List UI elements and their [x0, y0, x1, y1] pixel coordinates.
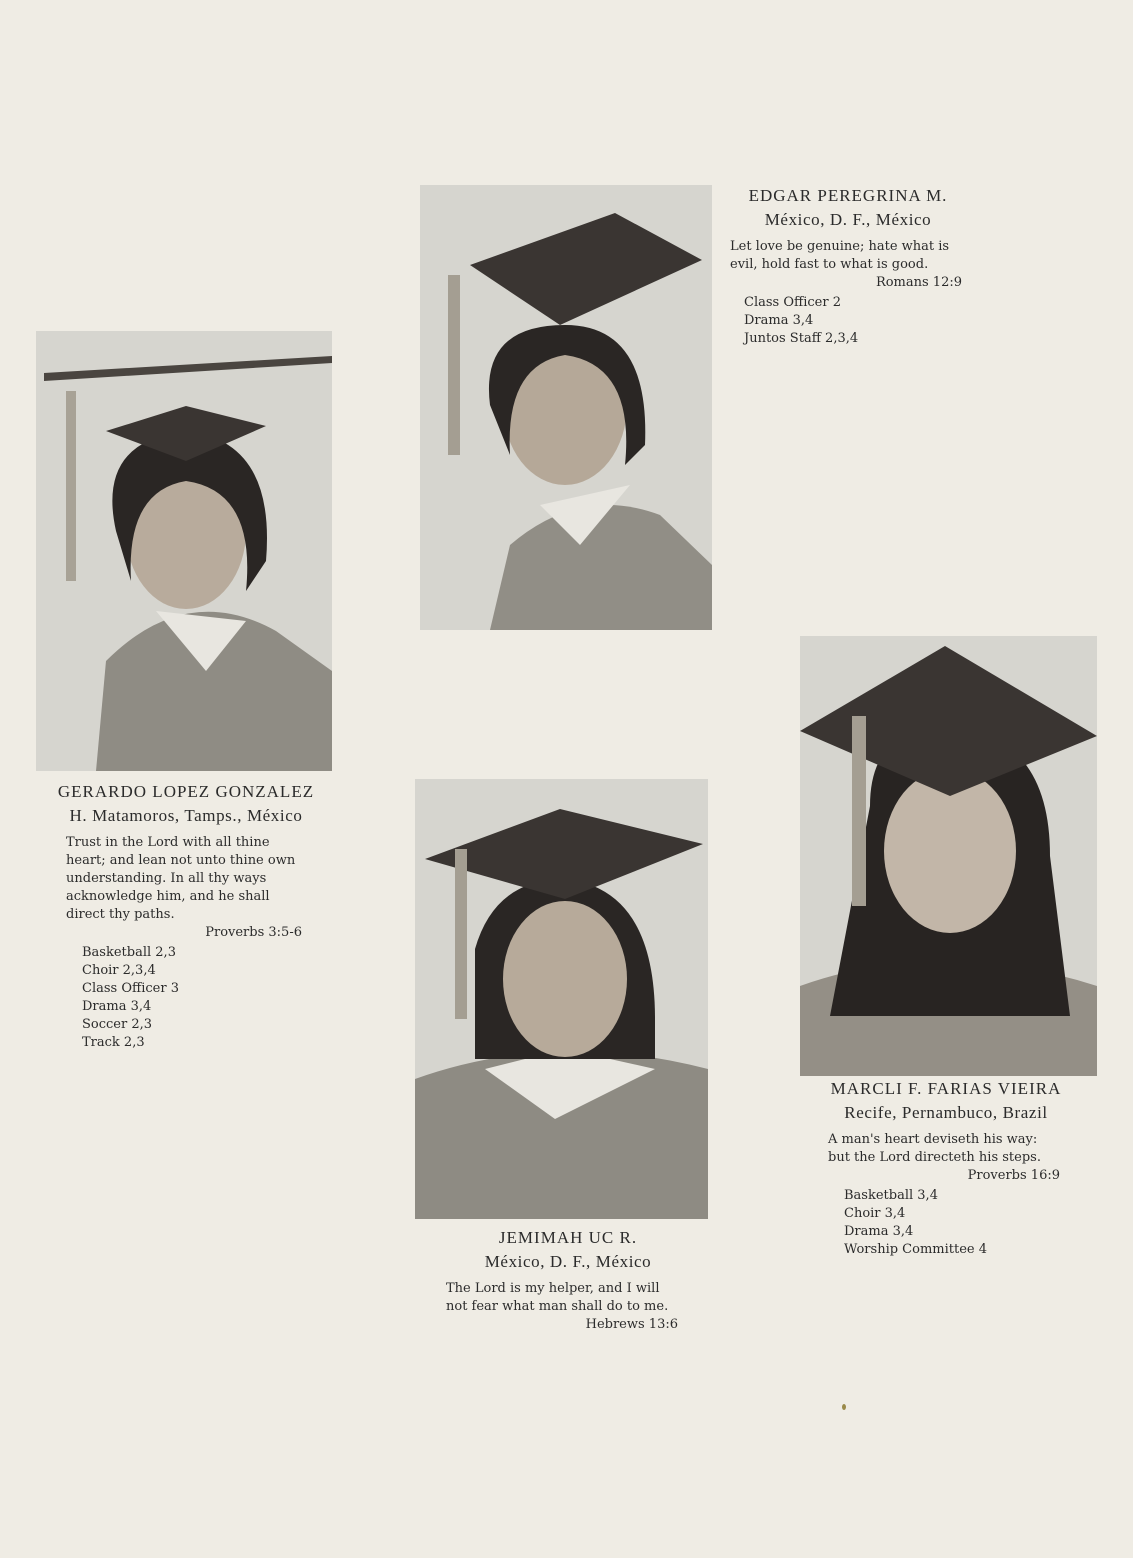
student-hometown: México, D. F., México: [484, 1252, 652, 1271]
activity-item: Juntos Staff 2,3,4: [744, 331, 859, 346]
portrait-photo-marcli: [800, 636, 1097, 1076]
activity-item: Drama 3,4: [844, 1224, 914, 1239]
student-name: JEMIMAH UC R.: [498, 1228, 638, 1247]
activity-item: Class Officer 3: [82, 981, 179, 996]
student-quote: [446, 1280, 708, 1316]
student-quote: [730, 238, 968, 274]
activity-item: Drama 3,4: [82, 999, 152, 1014]
activity-item: Basketball 3,4: [844, 1188, 938, 1203]
student-quote: [66, 834, 306, 924]
quote-line: acknowledge him, and he shall: [66, 889, 270, 904]
portrait-photo-edgar: [420, 185, 712, 630]
activity-item: Worship Committee 4: [844, 1242, 987, 1257]
quote-reference: Proverbs 16:9: [967, 1168, 1060, 1183]
activity-list: [844, 1187, 1086, 1259]
student-hometown: H. Matamoros, Tamps., México: [69, 806, 303, 825]
student-block-edgar: [728, 186, 968, 348]
quote-line: Trust in the Lord with all thine: [66, 835, 270, 850]
quote-line: evil, hold fast to what is good.: [730, 257, 929, 272]
student-quote: [828, 1131, 1086, 1167]
activity-item: Choir 3,4: [844, 1206, 906, 1221]
student-block-marcli: [806, 1079, 1086, 1259]
quote-reference: Proverbs 3:5-6: [205, 925, 302, 940]
quote-line: not fear what man shall do to me.: [446, 1299, 669, 1314]
quote-line: Let love be genuine; hate what is: [730, 239, 950, 254]
activity-item: Choir 2,3,4: [82, 963, 156, 978]
activity-list: [744, 294, 968, 348]
quote-line: direct thy paths.: [66, 907, 175, 922]
quote-line: heart; and lean not unto thine own: [66, 853, 296, 868]
quote-reference: Hebrews 13:6: [585, 1317, 678, 1332]
activity-item: Basketball 2,3: [82, 945, 176, 960]
student-hometown: México, D. F., México: [764, 210, 932, 229]
activity-item: Soccer 2,3: [82, 1017, 153, 1032]
activity-item: Class Officer 2: [744, 295, 841, 310]
quote-reference: Romans 12:9: [875, 275, 962, 290]
student-name: GERARDO LOPEZ GONZALEZ: [57, 782, 315, 801]
activity-list: [82, 944, 336, 1052]
paper-speck: [842, 1404, 846, 1410]
quote-line: understanding. In all thy ways: [66, 871, 267, 886]
activity-item: Track 2,3: [82, 1035, 145, 1050]
activity-item: Drama 3,4: [744, 313, 814, 328]
quote-line: The Lord is my helper, and I will: [446, 1281, 660, 1296]
student-block-jemimah: [428, 1228, 708, 1334]
student-name: MARCLI F. FARIAS VIEIRA: [830, 1079, 1062, 1098]
portrait-photo-jemimah: [415, 779, 708, 1219]
quote-line: A man's heart deviseth his way:: [828, 1132, 1038, 1147]
quote-line: but the Lord directeth his steps.: [828, 1150, 1041, 1165]
student-block-gerardo: [36, 782, 336, 1052]
portrait-photo-gerardo: [36, 331, 332, 771]
student-hometown: Recife, Pernambuco, Brazil: [844, 1103, 1048, 1122]
student-name: EDGAR PEREGRINA M.: [748, 186, 948, 205]
